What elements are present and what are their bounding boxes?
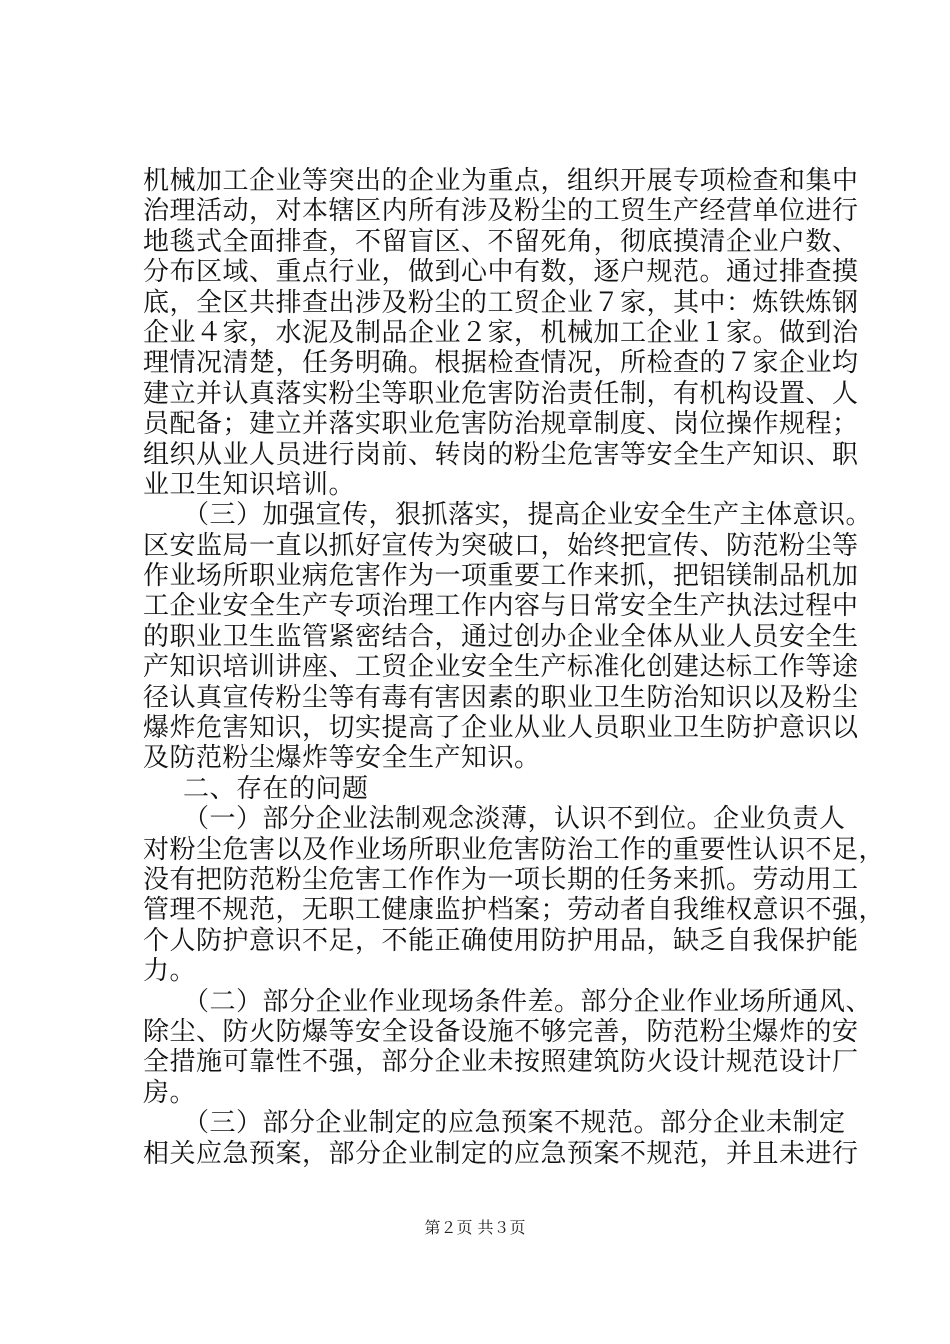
text-line: 建立并认真落实粉尘等职业危害防治责任制，有机构设置、人 <box>143 378 859 409</box>
text-line: 业卫生知识培训。 <box>143 469 356 500</box>
text-line: 组织从业人员进行岗前、转岗的粉尘危害等安全生产知识、职 <box>143 439 859 470</box>
problem-heading-1: （一）部分企业法制观念淡薄，认识不到位。企业负责人 <box>183 804 846 835</box>
page-footer <box>0 1215 950 1238</box>
section-heading-3: （三）加强宣传，狠抓落实，提高企业安全生产主体意识。 <box>183 500 873 531</box>
text-line: 机械加工企业等突出的企业为重点，组织开展专项检查和集中 <box>143 166 859 196</box>
page-number: 第２页 共３页 <box>424 1218 526 1237</box>
text-line: 区安监局一直以抓好宣传为突破口，始终把宣传、防范粉尘等 <box>143 530 859 561</box>
text-line: 分布区域、重点行业，做到心中有数，逐户规范。通过排查摸 <box>143 257 859 288</box>
text-line: 力。 <box>143 956 197 987</box>
text-line: 治理活动，对本辖区内所有涉及粉尘的工贸生产经营单位进行 <box>143 196 859 227</box>
text-line: 员配备；建立并落实职业危害防治规章制度、岗位操作规程； <box>143 409 859 440</box>
text-line: 除尘、防火防爆等安全设备设施不够完善，防范粉尘爆炸的安 <box>143 1016 859 1047</box>
text-line: 产知识培训讲座、工贸企业安全生产标准化创建达标工作等途 <box>143 652 859 683</box>
text-line: 径认真宣传粉尘等有毒有害因素的职业卫生防治知识以及粉尘 <box>143 682 859 713</box>
text-line: 相关应急预案，部分企业制定的应急预案不规范，并且未进行 <box>143 1138 859 1169</box>
text-line: 没有把防范粉尘危害工作作为一项长期的任务来抓。劳动用工 <box>143 864 859 895</box>
text-line: 企业４家，水泥及制品企业２家，机械加工企业１家。做到治 <box>143 317 859 348</box>
text-line: 房。 <box>143 1077 197 1108</box>
problem-heading-3: （三）部分企业制定的应急预案不规范。部分企业未制定 <box>183 1108 846 1139</box>
body-text <box>143 166 886 1169</box>
text-line: 底，全区共排查出涉及粉尘的工贸企业７家，其中：炼铁炼钢 <box>143 287 859 318</box>
text-line: 全措施可靠性不强，部分企业未按照建筑防火设计规范设计厂 <box>143 1047 859 1078</box>
text-line: 管理不规范，无职工健康监护档案；劳动者自我维权意识不强， <box>143 895 886 926</box>
text-line: 作业场所职业病危害作为一项重要工作来抓，把铝镁制品机加 <box>143 561 859 592</box>
problem-heading-2: （二）部分企业作业现场条件差。部分企业作业场所通风、 <box>183 986 873 1017</box>
text-line: 及防范粉尘爆炸等安全生产知识。 <box>143 743 541 774</box>
text-line: 理情况清楚，任务明确。根据检查情况，所检查的７家企业均 <box>143 348 859 379</box>
text-line: 爆炸危害知识，切实提高了企业从业人员职业卫生防护意识以 <box>143 713 859 744</box>
section-title-problems: 二、存在的问题 <box>183 773 369 804</box>
text-line: 的职业卫生监管紧密结合，通过创办企业全体从业人员安全生 <box>143 621 859 652</box>
text-line: 对粉尘危害以及作业场所职业危害防治工作的重要性认识不足， <box>143 834 886 865</box>
text-line: 工企业安全生产专项治理工作内容与日常安全生产执法过程中 <box>143 591 859 622</box>
text-line: 地毯式全面排查，不留盲区、不留死角，彻底摸清企业户数、 <box>143 226 859 257</box>
text-line: 个人防护意识不足，不能正确使用防护用品，缺乏自我保护能 <box>143 925 859 956</box>
